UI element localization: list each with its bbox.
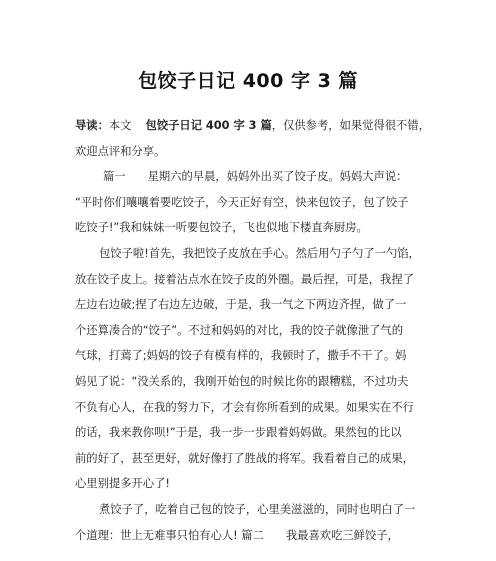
intro-pre: 本文: [108, 119, 132, 132]
document-title: 包饺子日记 400 字 3 篇: [138, 70, 358, 92]
intro-line-2: 欢迎点评和分享。: [75, 144, 166, 158]
paragraph-text: 个道理：世上无难事只怕有心人! 篇二: [75, 528, 264, 542]
paragraph-text: 星期六的早晨，妈妈外出买了饺子皮。妈妈大声说：: [147, 170, 408, 184]
intro-post: ，仅供参考，如果觉得很不错，: [271, 119, 430, 132]
paragraph-line: 前的好了，甚至更好，就好像打了胜战的将军。我看着自己的成果，: [75, 451, 414, 465]
paragraph-line: 心里别提多开心了!: [75, 477, 170, 491]
paragraph-line: 气球，打蔫了;妈妈的饺子有模有样的，我顿时了，撒手不干了。妈: [75, 349, 407, 363]
paragraph-line: 的话，我来教你呗!”于是，我一步一步跟着妈妈做。果然包的比以: [75, 426, 402, 440]
paragraph-line: 左边右边破;捏了右边左边破，于是，我一气之下两边齐捏，做了一: [75, 298, 407, 312]
paragraph-line: 不负有心人，在我的努力下，才会有你所看到的成果。如果实在不行: [75, 400, 414, 414]
paragraph-line: 包饺子啦!首先，我把饺子皮放在手心。然后用勺子勺了一勺馅，: [99, 246, 420, 260]
section-label-one: 篇一: [103, 170, 126, 184]
paragraph-line: “平时你们嚷嚷着要吃饺子，今天正好有空，快来包饺子，包了饺子: [75, 195, 409, 209]
paragraph-line: 吃饺子!”我和妹妹一听要包饺子，飞也似地下楼直奔厨房。: [75, 221, 368, 235]
paragraph-line: 放在饺子皮上。接着沾点水在饺子皮的外圈。最后捏，可是，我捏了: [75, 272, 414, 286]
paragraph-line: 个还算凑合的“饺子”。不过和妈妈的对比，我的饺子就像泄了气的: [75, 323, 404, 337]
paragraph-line: [75, 523, 427, 549]
document-body: [75, 113, 430, 548]
paragraph-line: 妈见了说：“没关系的，我刚开始包的时候比你的跟糟糕，不过功夫: [75, 374, 409, 388]
paragraph-line: 煮饺子了，吃着自己包的饺子，心里美滋滋的，同时也明白了一: [99, 502, 416, 516]
intro-label: 导读：: [75, 119, 109, 132]
intro-doc-title: 包饺子日记 400 字 3 篇: [145, 119, 272, 132]
paragraph-line: [75, 164, 427, 190]
paragraph-text: 我最喜欢吃三鲜饺子，: [285, 528, 399, 542]
intro-line: [75, 113, 430, 139]
